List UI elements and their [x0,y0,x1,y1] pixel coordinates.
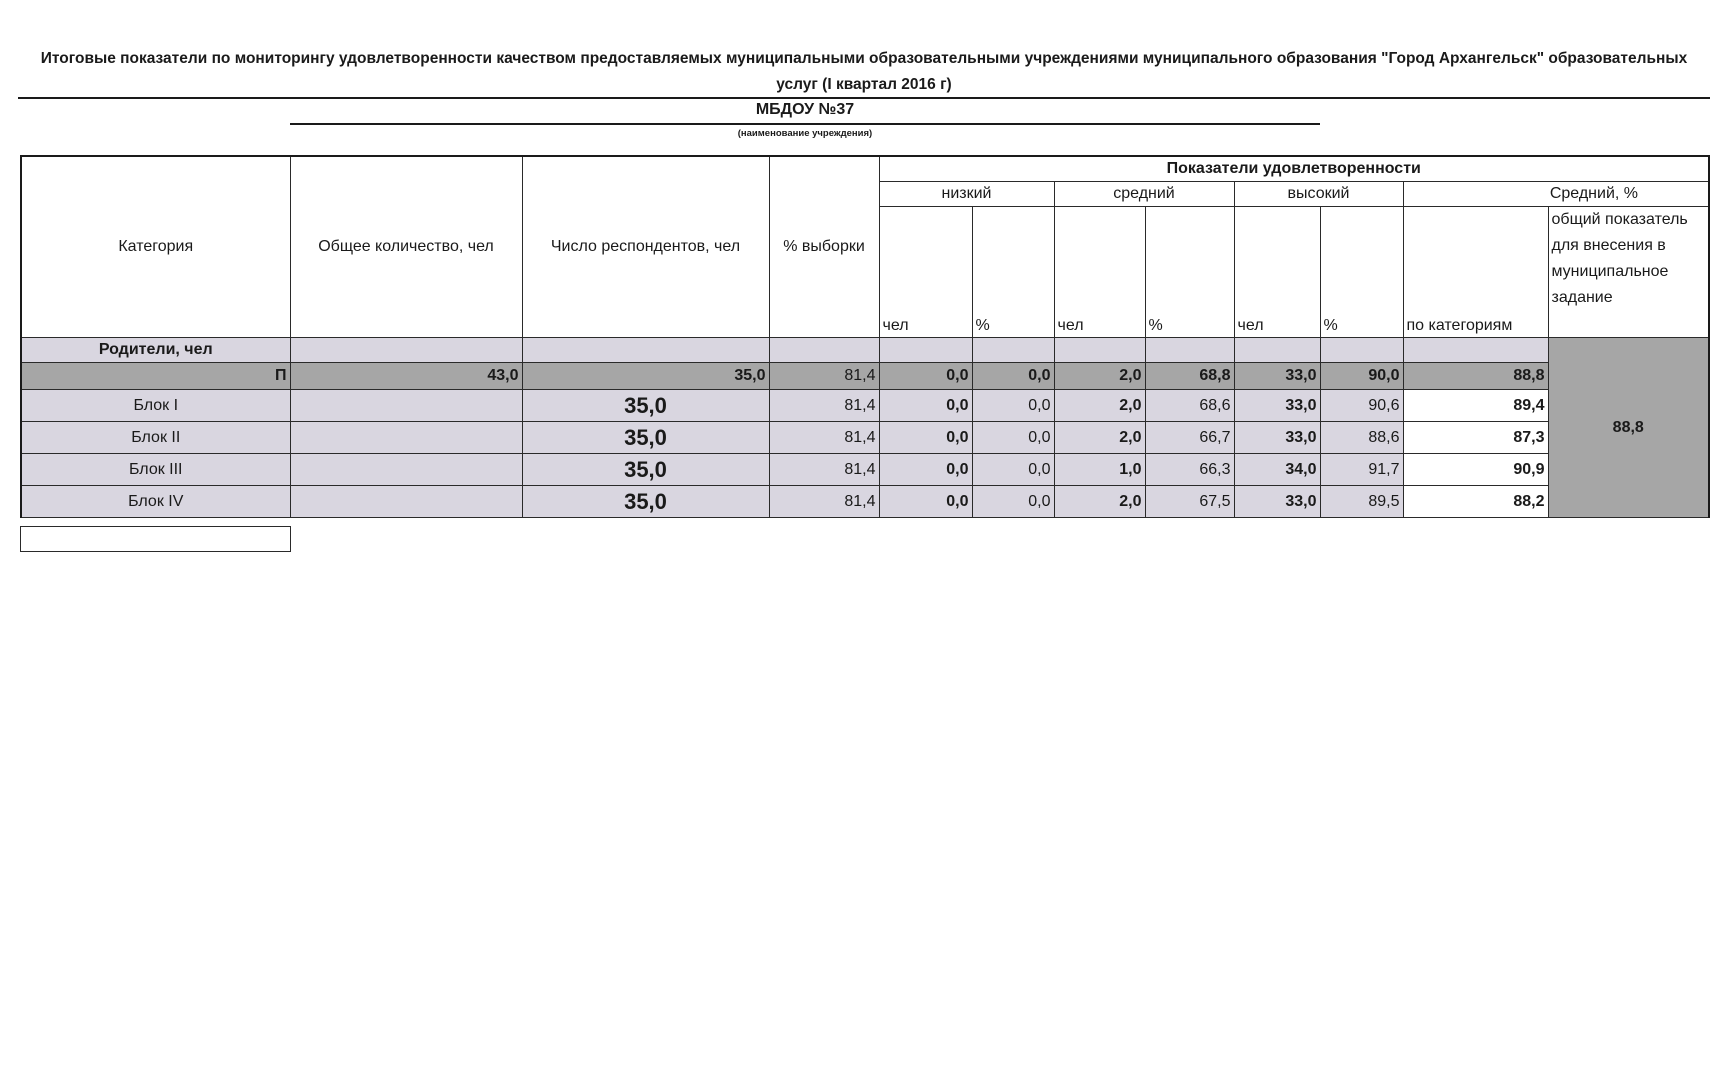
block-high-pct: 88,6 [1320,422,1403,454]
block-high-people: 33,0 [1234,390,1320,422]
block-medium-pct: 66,7 [1145,422,1234,454]
block-medium-people: 2,0 [1054,422,1145,454]
header-low-people: чел [879,207,972,338]
header-low-pct: % [972,207,1054,338]
block-medium-people: 2,0 [1054,390,1145,422]
empty-cell [1234,338,1320,363]
empty-cell [972,338,1054,363]
block-name: Блок III [21,454,290,486]
empty-cell [879,338,972,363]
block-by-category: 87,3 [1403,422,1548,454]
table-row [21,422,1709,454]
institution-caption: (наименование учреждения) [737,128,873,139]
empty-cell [769,338,879,363]
block-sample-pct: 81,4 [769,422,879,454]
block-high-pct: 91,7 [1320,454,1403,486]
satisfaction-table [20,155,1710,518]
header-high: высокий [1234,182,1403,207]
block-medium-pct: 66,3 [1145,454,1234,486]
empty-cell [290,422,522,454]
block-medium-people: 2,0 [1054,486,1145,518]
block-sample-pct: 81,4 [769,390,879,422]
empty-cell-box [20,526,291,552]
block-name: Блок IV [21,486,290,518]
p-low-pct: 0,0 [972,363,1054,390]
p-high-pct: 90,0 [1320,363,1403,390]
header-medium-pct: % [1145,207,1234,338]
block-low-pct: 0,0 [972,390,1054,422]
header-high-pct: % [1320,207,1403,338]
p-high-people: 33,0 [1234,363,1320,390]
header-medium: средний [1054,182,1234,207]
p-respondents: 35,0 [522,363,769,390]
empty-cell [1054,338,1145,363]
header-row-groups [21,156,1709,182]
header-total: Общее количество, чел [290,156,522,338]
p-sample-pct: 81,4 [769,363,879,390]
p-total: 43,0 [290,363,522,390]
header-satisfaction: Показатели удовлетворенности [879,156,1709,182]
empty-cell [290,390,522,422]
block-high-people: 33,0 [1234,422,1320,454]
block-respondents: 35,0 [522,422,769,454]
p-label: П [21,363,290,390]
empty-cell [1403,338,1548,363]
empty-cell [1145,338,1234,363]
block-high-pct: 89,5 [1320,486,1403,518]
block-high-people: 33,0 [1234,486,1320,518]
block-respondents: 35,0 [522,454,769,486]
block-respondents: 35,0 [522,486,769,518]
block-low-people: 0,0 [879,486,972,518]
header-low: низкий [879,182,1054,207]
block-respondents: 35,0 [522,390,769,422]
institution-name: МБДОУ №37 [755,101,855,118]
table-row [21,486,1709,518]
p-medium-people: 2,0 [1054,363,1145,390]
block-by-category: 90,9 [1403,454,1548,486]
block-low-pct: 0,0 [972,486,1054,518]
header-average: Средний, % [1403,182,1709,207]
header-by-category: по категориям [1403,207,1548,338]
table-row-category [21,338,1709,363]
overall-value: 88,8 [1548,338,1709,518]
block-low-pct: 0,0 [972,454,1054,486]
header-respondents: Число респондентов, чел [522,156,769,338]
block-sample-pct: 81,4 [769,486,879,518]
block-by-category: 89,4 [1403,390,1548,422]
block-name: Блок I [21,390,290,422]
header-medium-people: чел [1054,207,1145,338]
block-medium-pct: 68,6 [1145,390,1234,422]
table-row [21,390,1709,422]
block-high-pct: 90,6 [1320,390,1403,422]
header-high-people: чел [1234,207,1320,338]
table-row-p [21,363,1709,390]
empty-cell [290,338,522,363]
institution-underline [290,123,1320,125]
block-low-pct: 0,0 [972,422,1054,454]
p-by-category: 88,8 [1403,363,1548,390]
block-low-people: 0,0 [879,390,972,422]
empty-cell [290,486,522,518]
header-category: Категория [21,156,290,338]
block-sample-pct: 81,4 [769,454,879,486]
page-title: Итоговые показатели по мониторингу удовлетворенности качеством предоставляемых муниципальными образовательными учреждениями муниципального образования "Город Архангельск" образовательных услуг (I квартал 2016 г) [40,50,1688,93]
p-medium-pct: 68,8 [1145,363,1234,390]
p-low-people: 0,0 [879,363,972,390]
category-label: Родители, чел [21,338,290,363]
empty-cell [1320,338,1403,363]
empty-cell [290,454,522,486]
block-low-people: 0,0 [879,422,972,454]
block-by-category: 88,2 [1403,486,1548,518]
header-overall: общий показатель для внесения в муниципальное задание [1548,207,1709,338]
empty-cell [522,338,769,363]
block-name: Блок II [21,422,290,454]
block-low-people: 0,0 [879,454,972,486]
title-divider [18,97,1710,99]
block-high-people: 34,0 [1234,454,1320,486]
header-sample-pct: % выборки [769,156,879,338]
table-row [21,454,1709,486]
block-medium-people: 1,0 [1054,454,1145,486]
block-medium-pct: 67,5 [1145,486,1234,518]
